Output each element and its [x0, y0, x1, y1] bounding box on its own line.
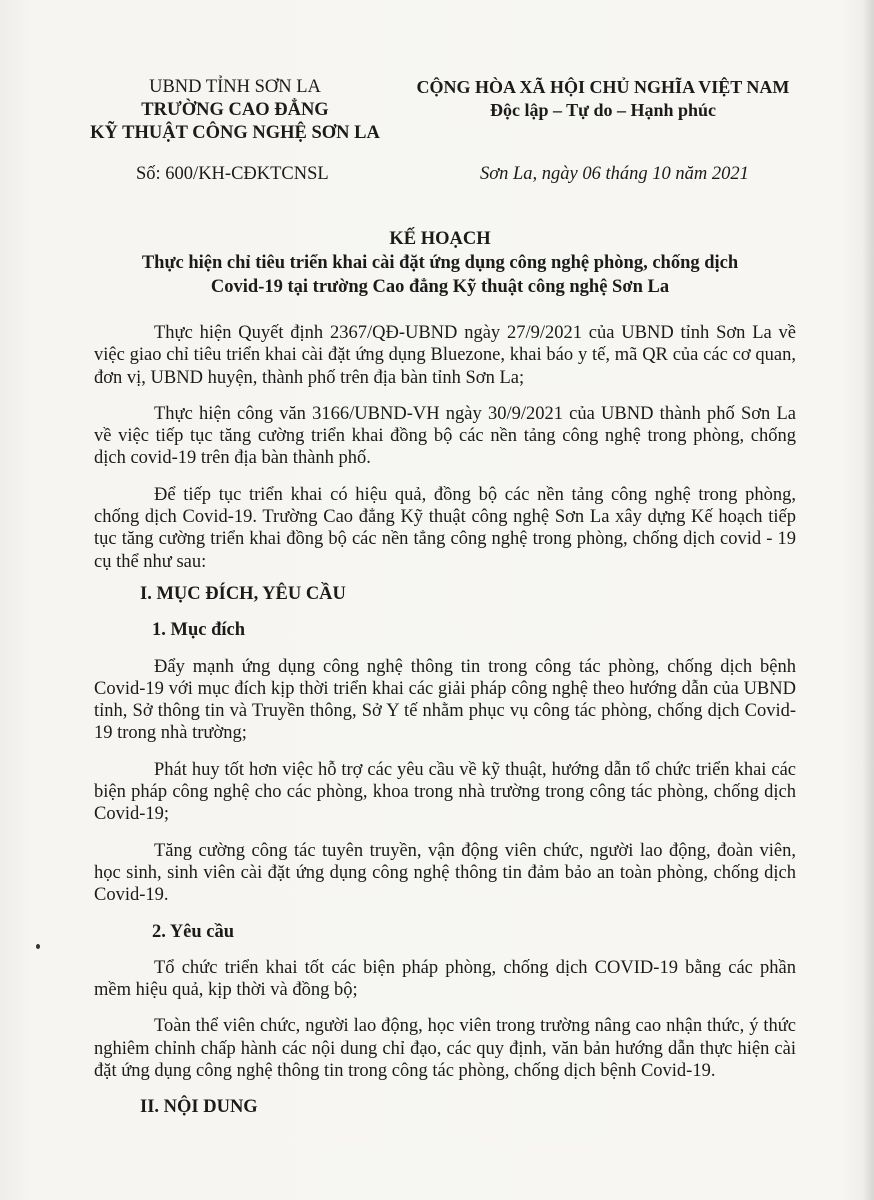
subsection-heading: 1. Mục đích: [152, 620, 246, 641]
intro-paragraph: Thực hiện công văn 3166/UBND-VH ngày 30/9/2021 của UBND thành phố Sơn La về việc tiếp tục tăng cường triển khai đồng bộ các nền tảng công nghệ trong phòng, chống dịch covid-19 trên địa bàn thành phố.: [94, 403, 796, 469]
body-paragraph: Phát huy tốt hơn việc hỗ trợ các yêu cầu về kỹ thuật, hướng dẫn tổ chức triển khai các biện pháp công nghệ cho các phòng, khoa trong nhà trường trong công tác phòng, chống dịch Covid-19;: [94, 759, 796, 825]
nation-name: CỘNG HÒA XÃ HỘI CHỦ NGHĨA VIỆT NAM: [416, 77, 790, 97]
agency-line-1: UBND TỈNH SƠN LA: [149, 77, 321, 97]
agency-line-3: KỸ THUẬT CÔNG NGHỆ SƠN LA: [90, 123, 380, 143]
subsection-heading: 2. Yêu cầu: [152, 921, 235, 942]
intro-paragraph: Thực hiện Quyết định 2367/QĐ-UBND ngày 27/9/2021 của UBND tỉnh Sơn La về việc giao chỉ tiêu triển khai cài đặt ứng dụng Bluezone, khai báo y tế, mã QR của các cơ quan, đơn vị, UBND huyện, thành phố trên địa bàn tỉnh Sơn La;: [94, 323, 796, 388]
intro-paragraph: Để tiếp tục triển khai có hiệu quả, đồng bộ các nền tảng công nghệ trong phòng, chống dịch Covid-19. Trường Cao đẳng Kỹ thuật công nghệ Sơn La xây dựng Kế hoạch tiếp tục tăng cường triển khai đồng bộ các nền tẳng công nghệ trong phòng, chống dịch covid - 19 cụ thể như sau:: [94, 484, 796, 572]
body-paragraph: Tăng cường công tác tuyên truyền, vận động viên chức, người lao động, đoàn viên, học sinh, sinh viên cài đặt ứng dụng công nghệ thông tin đảm bảo an toàn phòng, chống dịch Covid-19.: [94, 840, 796, 906]
page-edge-shadow: [862, 0, 874, 1200]
body-paragraph: Tổ chức triển khai tốt các biện pháp phòng, chống dịch COVID-19 bằng các phần mềm hiệu quả, kịp thời và đồng bộ;: [94, 957, 796, 1001]
body-paragraph: Đẩy mạnh ứng dụng công nghệ thông tin trong công tác phòng, chống dịch bệnh Covid-19 với mục đích kịp thời triển khai các giải pháp công nghệ theo hướng dẫn của UBND tỉnh, Sở thông tin và Truyền thông, Sở Y tế nhằm phục vụ công tác phòng, chống dịch Covid-19 trong nhà trường;: [94, 656, 796, 744]
document-body: [94, 322, 796, 1133]
body-paragraph: Toàn thể viên chức, người lao động, học viên trong trường nâng cao nhận thức, ý thức nghiêm chỉnh chấp hành các nội dung chỉ đạo, các quy định, văn bản hướng dẫn thực hiện cài đặt ứng dụng công nghệ thông tin trong công tác phòng, chống dịch bệnh Covid-19.: [94, 1016, 796, 1082]
issuing-agency-header: [80, 76, 390, 145]
title-type: KẾ HOẠCH: [389, 229, 491, 249]
national-motto-header: [398, 76, 808, 122]
document-title: [60, 227, 820, 299]
document-number: Số: 600/KH-CĐKTCNSL: [136, 164, 329, 184]
agency-line-2: TRƯỜNG CAO ĐẲNG: [141, 100, 329, 120]
section-heading: II. NỘI DUNG: [140, 1097, 258, 1118]
title-subject-line-2: Covid-19 tại trường Cao đẳng Kỹ thuật công nghệ Sơn La: [210, 277, 670, 297]
section-heading: I. MỤC ĐÍCH, YÊU CẦU: [140, 583, 346, 604]
title-subject-line-1: Thực hiện chỉ tiêu triển khai cài đặt ứng dụng công nghệ phòng, chống dịch: [141, 253, 739, 273]
scan-speck: [36, 944, 40, 949]
nation-motto: Độc lập – Tự do – Hạnh phúc: [489, 100, 717, 120]
document-date: Sơn La, ngày 06 tháng 10 năm 2021: [480, 164, 749, 184]
